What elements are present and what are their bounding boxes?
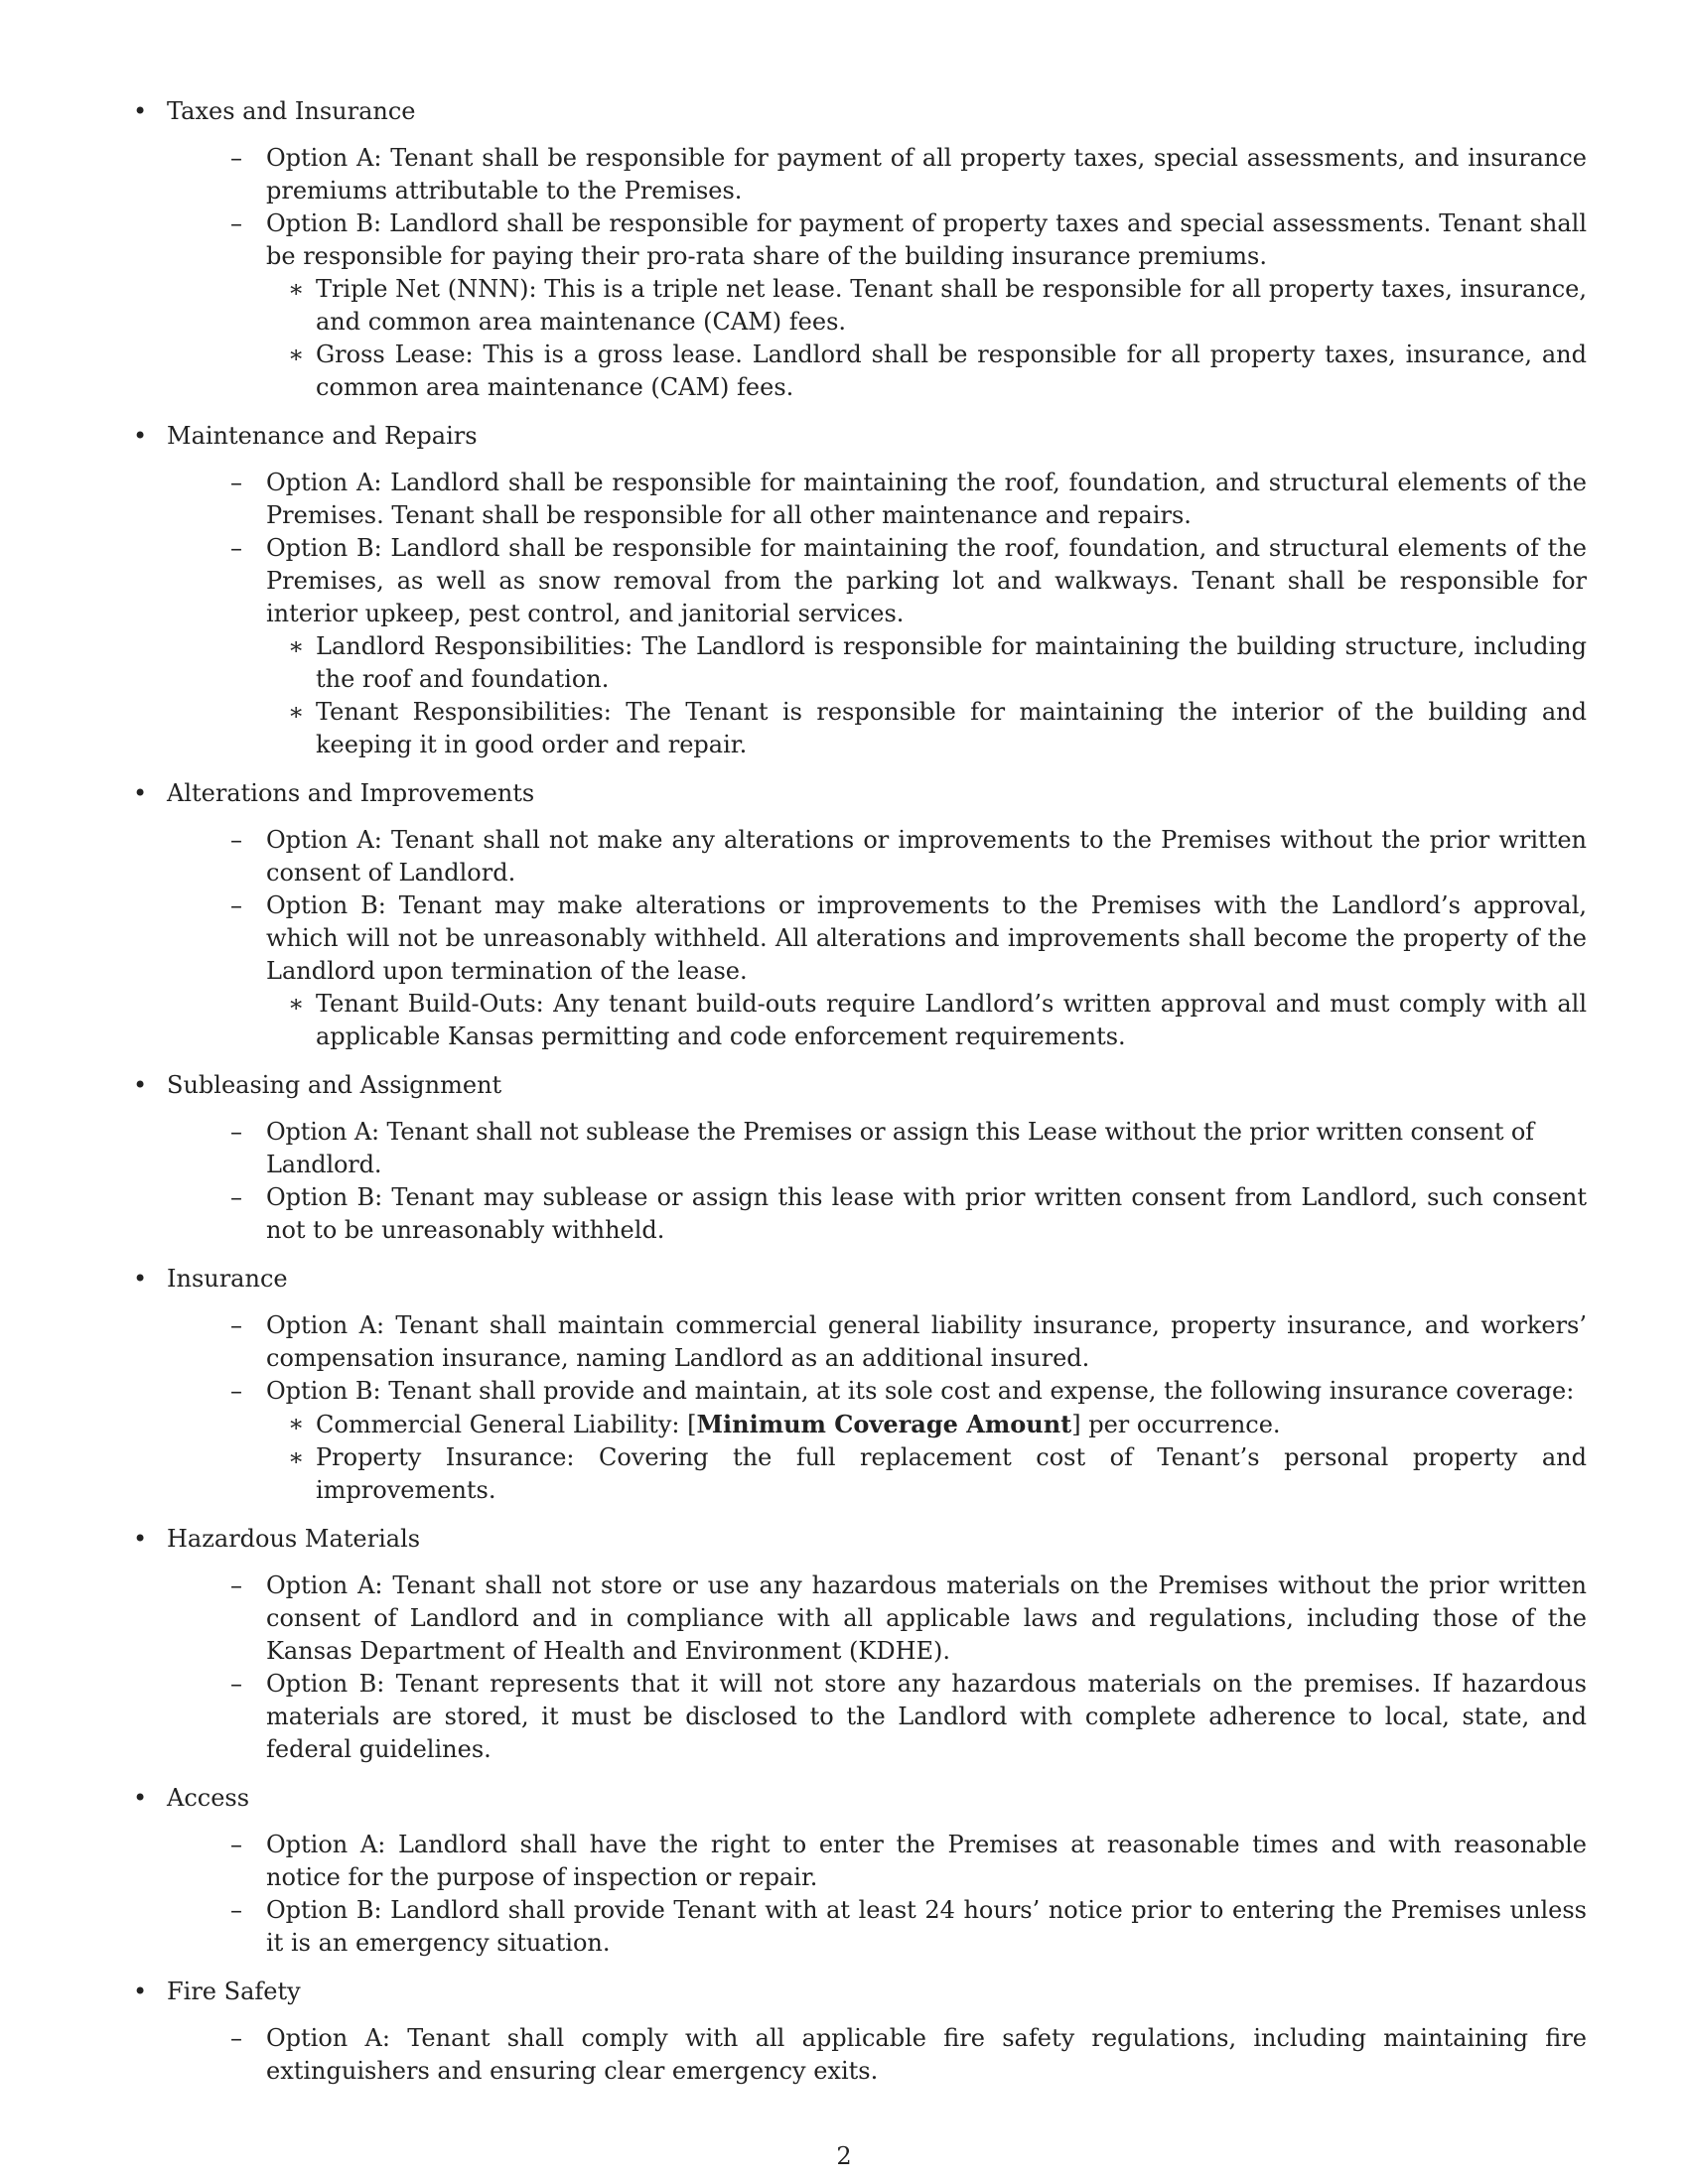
option-text: Option A: Tenant shall be responsible for payment of all property taxes, special assessments, and insurance premiums attributable to the Premises. [266, 144, 1587, 205]
asterisk-icon: ∗ [288, 990, 305, 1018]
option-text: Option A: Tenant shall not make any alterations or improvements to the Premises without the prior written consent of Landlord. [266, 826, 1587, 887]
asterisk-icon: ∗ [288, 275, 305, 303]
dash-icon: – [230, 1896, 242, 1924]
option-a [167, 1829, 1587, 1894]
option-b [167, 889, 1587, 1053]
section-title: Alterations and Improvements [167, 779, 535, 807]
section-hazardous-materials [129, 1523, 1587, 1766]
option-text: Option A: Landlord shall be responsible for maintaining the roof, foundation, and structural elements of the Premises. Tenant shall be responsible for all other maintenance and repairs. [266, 469, 1587, 529]
option-text: Option B: Tenant may make alterations or improvements to the Premises with the Landlord’s approval, which will not be unreasonably withheld. All alterations and improvements shall become the property of the Landlord upon termination of the lease. [266, 891, 1587, 985]
sub-item-text: Tenant Build-Outs: Any tenant build-outs require Landlord’s written approval and must comply with all applicable Kansas permitting and code enforcement requirements. [316, 990, 1587, 1050]
bullet-icon: • [133, 1525, 148, 1553]
dash-icon: – [230, 1377, 242, 1405]
sub-item-tenant-build-outs [266, 988, 1587, 1053]
option-a [167, 1309, 1587, 1375]
option-a [167, 2022, 1587, 2088]
section-insurance [129, 1263, 1587, 1507]
sub-item-tenant-responsibilities [266, 696, 1587, 761]
bullet-icon: • [133, 422, 148, 450]
sub-item-gross-lease [266, 339, 1587, 404]
section-title: Hazardous Materials [167, 1525, 421, 1553]
option-b [167, 1375, 1587, 1507]
option-text: Option B: Landlord shall be responsible for payment of property taxes and special assessments. Tenant shall be responsible for paying their pro-rata share of the building insurance premiums. [266, 209, 1587, 270]
asterisk-icon: ∗ [288, 341, 305, 368]
sub-item-text-suffix: ] per occurrence. [1071, 1411, 1281, 1438]
option-a [167, 467, 1587, 532]
option-text: Option A: Tenant shall not store or use any hazardous materials on the Premises without the prior written consent of Landlord and in compliance with all applicable laws and regulations, including those of the Kansas Department of Health and Environment (KDHE). [266, 1571, 1587, 1665]
lease-clause-list [129, 95, 1587, 2104]
asterisk-icon: ∗ [288, 632, 305, 660]
sub-item-text: Gross Lease: This is a gross lease. Landlord shall be responsible for all property taxes, insurance, and common area maintenance (CAM) fees. [316, 341, 1587, 401]
option-text: Option B: Tenant shall provide and maintain, at its sole cost and expense, the following insurance coverage: [266, 1377, 1575, 1405]
sub-item-landlord-responsibilities [266, 630, 1587, 696]
section-title: Fire Safety [167, 1978, 301, 2005]
section-fire-safety [129, 1976, 1587, 2088]
bullet-icon: • [133, 1978, 148, 2005]
bullet-icon: • [133, 97, 148, 125]
section-title: Access [167, 1784, 250, 1812]
option-text: Option B: Landlord shall be responsible for maintaining the roof, foundation, and structural elements of the Premises, as well as snow removal from the parking lot and walkways. Tenant shall be responsible for interior upkeep, pest control, and janitorial services. [266, 534, 1587, 627]
dash-icon: – [230, 1831, 242, 1858]
option-a [167, 824, 1587, 889]
option-a [167, 1570, 1587, 1668]
sub-item-property-insurance [266, 1441, 1587, 1507]
section-subleasing-and-assignment [129, 1069, 1587, 1247]
option-text: Option A: Tenant shall not sublease the Premises or assign this Lease without the prior written consent of Landlord. [266, 1118, 1534, 1178]
section-alterations-and-improvements [129, 777, 1587, 1053]
option-b [167, 207, 1587, 404]
section-title: Taxes and Insurance [167, 97, 416, 125]
sub-item-text: Landlord Responsibilities: The Landlord is responsible for maintaining the building structure, including the roof and foundation. [316, 632, 1587, 693]
option-b [167, 532, 1587, 761]
section-taxes-and-insurance [129, 95, 1587, 404]
sub-item-text: Property Insurance: Covering the full replacement cost of Tenant’s personal property and improvements. [316, 1443, 1587, 1504]
option-text: Option A: Tenant shall comply with all applicable fire safety regulations, including maintaining fire extinguishers and ensuring clear emergency exits. [266, 2024, 1587, 2085]
coverage-amount-placeholder: Minimum Coverage Amount [696, 1410, 1072, 1438]
option-text: Option B: Landlord shall provide Tenant with at least 24 hours’ notice prior to entering the Premises unless it is an emergency situation. [266, 1896, 1587, 1957]
option-text: Option A: Tenant shall maintain commercial general liability insurance, property insurance, and workers’ compensation insurance, naming Landlord as an additional insured. [266, 1311, 1587, 1372]
page-number: 2 [836, 2142, 852, 2170]
section-title: Maintenance and Repairs [167, 422, 478, 450]
option-text: Option B: Tenant may sublease or assign this lease with prior written consent from Landlord, such consent not to be unreasonably withheld. [266, 1183, 1587, 1244]
dash-icon: – [230, 469, 242, 496]
asterisk-icon: ∗ [288, 1410, 305, 1437]
section-title: Subleasing and Assignment [167, 1071, 502, 1099]
option-a [167, 1116, 1587, 1181]
section-access [129, 1782, 1587, 1960]
bullet-icon: • [133, 1784, 148, 1812]
bullet-icon: • [133, 1071, 148, 1099]
sub-item-commercial-general-liability [266, 1408, 1587, 1441]
dash-icon: – [230, 826, 242, 854]
dash-icon: – [230, 1118, 242, 1146]
bullet-icon: • [133, 779, 148, 807]
dash-icon: – [230, 891, 242, 919]
dash-icon: – [230, 1571, 242, 1599]
dash-icon: – [230, 1311, 242, 1339]
section-title: Insurance [167, 1265, 288, 1293]
option-a [167, 142, 1587, 207]
dash-icon: – [230, 2024, 242, 2052]
sub-item-text: Tenant Responsibilities: The Tenant is responsible for maintaining the interior of the building and keeping it in good order and repair. [316, 698, 1587, 758]
dash-icon: – [230, 534, 242, 562]
dash-icon: – [230, 1670, 242, 1698]
section-maintenance-and-repairs [129, 420, 1587, 761]
bullet-icon: • [133, 1265, 148, 1293]
dash-icon: – [230, 1183, 242, 1211]
option-b [167, 1668, 1587, 1766]
sub-item-text: Triple Net (NNN): This is a triple net lease. Tenant shall be responsible for all property taxes, insurance, and common area maintenance (CAM) fees. [316, 275, 1587, 336]
dash-icon: – [230, 144, 242, 172]
asterisk-icon: ∗ [288, 698, 305, 726]
option-text: Option B: Tenant represents that it will not store any hazardous materials on the premises. If hazardous materials are stored, it must be disclosed to the Landlord with complete adherence to local, state, and federal guidelines. [266, 1670, 1587, 1763]
sub-item-triple-net [266, 273, 1587, 339]
asterisk-icon: ∗ [288, 1443, 305, 1471]
option-text: Option A: Landlord shall have the right to enter the Premises at reasonable times and with reasonable notice for the purpose of inspection or repair. [266, 1831, 1587, 1891]
option-b [167, 1181, 1587, 1247]
sub-item-text-prefix: Commercial General Liability: [ [316, 1411, 697, 1438]
option-b [167, 1894, 1587, 1960]
dash-icon: – [230, 209, 242, 237]
